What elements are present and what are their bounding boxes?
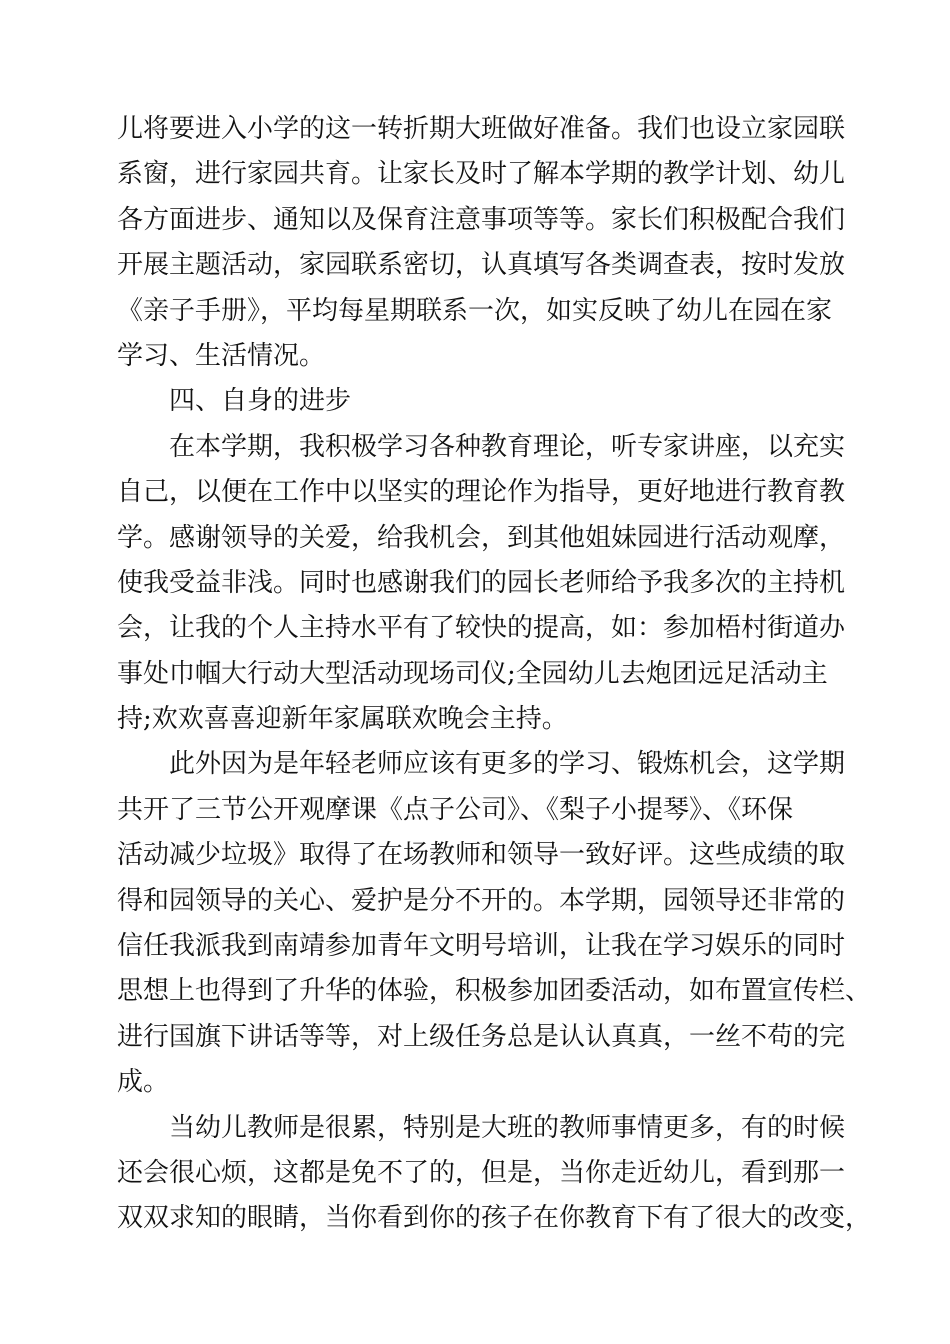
text-line: 使我受益非浅。同时也感谢我们的园长老师给予我多次的主持机: [117, 567, 846, 598]
text-line: 会，让我的个人主持水平有了较快的提高，如：参加梧村街道办: [117, 613, 846, 644]
text-line: 在本学期，我积极学习各种教育理论，听专家讲座，以充实: [169, 431, 846, 462]
text-line: 儿将要进入小学的这一转折期大班做好准备。我们也设立家园联: [117, 114, 846, 144]
text-line: 思想上也得到了升华的体验，积极参加团委活动，如布置宣传栏、: [117, 976, 872, 1007]
text-line: 持;欢欢喜喜迎新年家属联欢晚会主持。: [117, 704, 568, 735]
text-line: 成。: [117, 1067, 170, 1098]
text-line: 此外因为是年轻老师应该有更多的学习、锻炼机会，这学期: [169, 749, 846, 780]
text-line: 共开了三节公开观摩课《点子公司》、《梨子小提琴》、《环保: [117, 794, 794, 825]
text-line: 学习、生活情况。: [117, 340, 326, 371]
text-line: 事处巾帼大行动大型活动现场司仪;全园幼儿去炮团远足活动主: [117, 658, 828, 689]
text-line: 学。感谢领导的关爱，给我机会，到其他姐妹园进行活动观摩，: [117, 522, 846, 553]
section-heading: 四、自身的进步: [169, 386, 352, 417]
text-line: 系窗，进行家园共育。让家长及时了解本学期的教学计划、幼儿: [117, 159, 846, 190]
text-line: 进行国旗下讲话等等，对上级任务总是认认真真，一丝不苟的完: [117, 1021, 846, 1052]
text-line: 双双求知的眼睛，当你看到你的孩子在你教育下有了很大的改变，: [117, 1203, 872, 1234]
text-line: 自己，以便在工作中以坚实的理论作为指导，更好地进行教育教: [117, 477, 846, 508]
text-line: 《亲子手册》，平均每星期联系一次，如实反映了幼儿在园在家: [117, 295, 833, 326]
text-line: 得和园领导的关心、爱护是分不开的。本学期，园领导还非常的: [117, 885, 846, 916]
text-line: 开展主题活动，家园联系密切，认真填写各类调查表，按时发放: [117, 250, 846, 281]
text-line: 还会很心烦，这都是免不了的，但是，当你走近幼儿，看到那一: [117, 1157, 846, 1188]
text-line: 信任我派我到南靖参加青年文明号培训，让我在学习娱乐的同时: [117, 931, 846, 962]
text-line: 活动减少垃圾》取得了在场教师和领导一致好评。这些成绩的取: [117, 840, 846, 871]
document-body: [117, 107, 872, 1242]
text-line: 当幼儿教师是很累，特别是大班的教师事情更多，有的时候: [169, 1112, 846, 1143]
text-line: 各方面进步、通知以及保育注意事项等等。家长们积极配合我们: [117, 204, 846, 235]
